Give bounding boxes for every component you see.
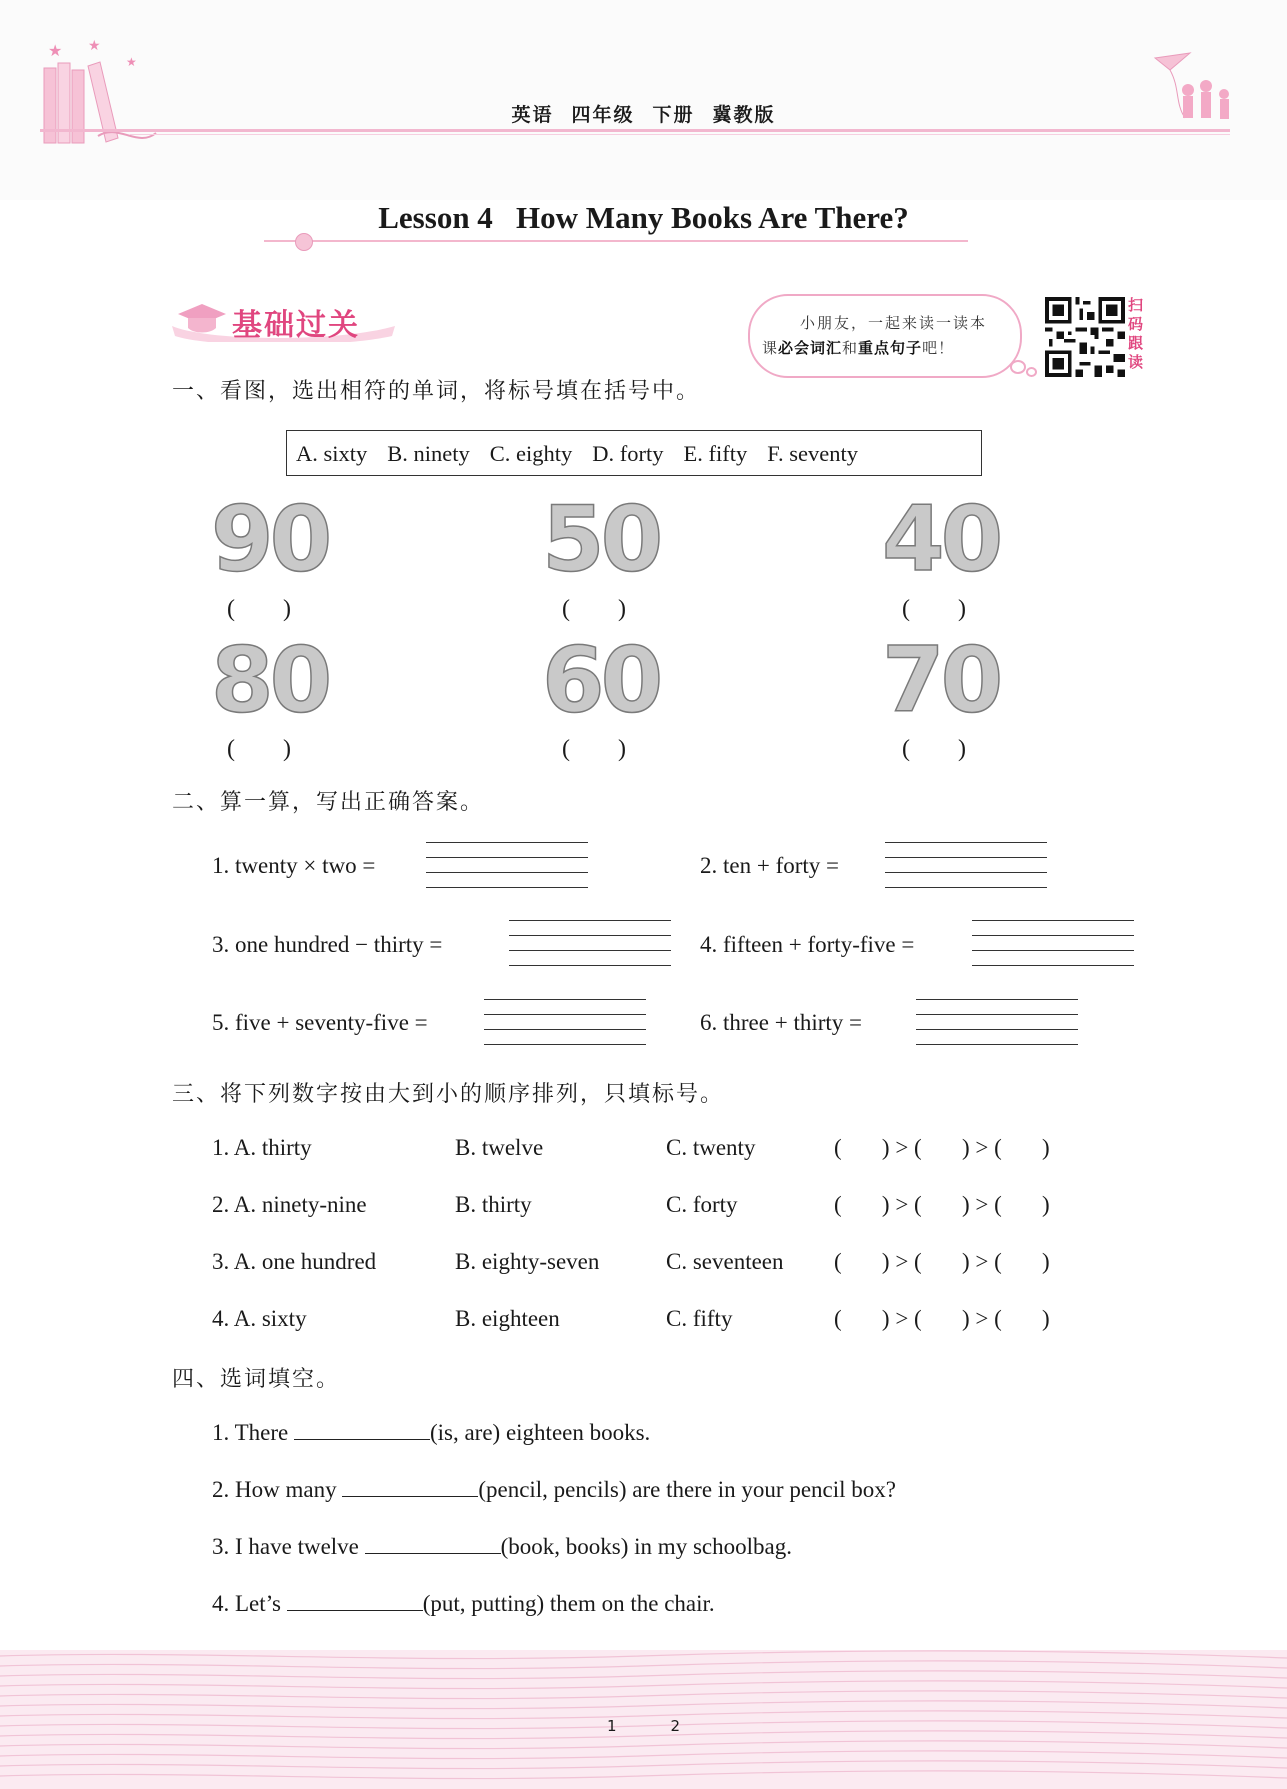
sentence-text: 3. I have twelve [212, 1534, 365, 1559]
calc-item: 4. fifteen + forty-five = [700, 932, 915, 957]
order-option-c: C. twenty [666, 1135, 756, 1160]
fill-blank[interactable] [287, 1590, 423, 1611]
number-picture: 70 [882, 628, 1000, 733]
bubble-text: 课 [762, 339, 779, 357]
fill-sentence [212, 1476, 896, 1503]
four-line-blank[interactable] [916, 999, 1078, 1045]
calc-item: 1. twenty × two = [212, 853, 376, 878]
order-answer-parens[interactable]: ( ) > ( ) > ( ) [834, 1135, 1050, 1160]
svg-text:★: ★ [88, 38, 101, 54]
four-line-blank[interactable] [426, 842, 588, 888]
four-line-blank[interactable] [484, 999, 646, 1045]
header-title [0, 100, 1287, 127]
lesson-title-dot [295, 233, 313, 251]
word-option: A. sixty [296, 441, 368, 466]
sentence-text: 2. How many [212, 1477, 343, 1502]
number-picture: 80 [211, 628, 329, 733]
word-option: B. ninety [387, 441, 470, 466]
fill-blank[interactable] [294, 1419, 430, 1440]
bubble-text-line1: 小朋友，一起来读一读本 [800, 314, 988, 332]
header-grade: 四年级 [571, 104, 635, 126]
qr-label [1128, 296, 1146, 372]
order-option-b: B. eighty-seven [455, 1249, 600, 1274]
order-option-b: B. twelve [455, 1135, 544, 1160]
order-answer-parens[interactable]: ( ) > ( ) > ( ) [834, 1306, 1050, 1331]
four-line-blank[interactable] [885, 842, 1047, 888]
word-option: E. fifty [683, 441, 748, 466]
page-number: 2 [670, 1717, 681, 1735]
fill-sentence [212, 1533, 792, 1560]
bubble-bold-text: 必会词汇 [778, 339, 843, 357]
svg-text:★: ★ [48, 41, 63, 60]
fill-sentence [212, 1419, 650, 1446]
speech-bubble [748, 294, 1022, 378]
word-option: C. eighty [489, 441, 573, 466]
order-option-a: 4. A. sixty [212, 1306, 307, 1331]
svg-text:★: ★ [126, 55, 137, 69]
answer-paren[interactable]: ( ) [902, 736, 966, 762]
bubble-text: 和 [842, 339, 859, 357]
qr-code-icon[interactable] [1044, 297, 1126, 377]
books-logo-icon [38, 38, 158, 153]
page-number: 1 [606, 1717, 617, 1735]
calc-item: 5. five + seventy-five = [212, 1010, 428, 1035]
calc-item: 2. ten + forty = [700, 853, 839, 878]
qr-label-char: 跟 [1128, 334, 1144, 352]
header-rule-thin [130, 134, 1230, 135]
word-option: D. forty [592, 441, 664, 466]
order-option-c: C. seventeen [666, 1249, 784, 1274]
order-option-b: B. thirty [455, 1192, 532, 1217]
sentence-text: 4. Let’s [212, 1591, 287, 1616]
four-line-blank[interactable] [509, 920, 671, 966]
header-edition: 冀教版 [712, 104, 776, 126]
order-answer-parens[interactable]: ( ) > ( ) > ( ) [834, 1249, 1050, 1274]
order-option-a: 3. A. one hundred [212, 1249, 377, 1274]
header-volume: 下册 [652, 104, 695, 126]
sentence-text: 1. There [212, 1420, 294, 1445]
answer-paren[interactable]: ( ) [902, 596, 966, 622]
fill-blank[interactable] [342, 1476, 478, 1497]
page-numbers [0, 1717, 1287, 1735]
bubble-tail-dot [1010, 360, 1026, 374]
answer-paren[interactable]: ( ) [227, 596, 291, 622]
word-options [296, 441, 858, 467]
lesson-title: Lesson 4 How Many Books Are There? [378, 200, 909, 235]
order-option-c: C. forty [666, 1192, 738, 1217]
answer-paren[interactable]: ( ) [562, 596, 626, 622]
word-option: F. seventy [767, 441, 858, 466]
part3-title: 三、将下列数字按由大到小的顺序排列，只填标号。 [172, 1082, 725, 1107]
bubble-text-line2 [762, 337, 954, 358]
number-picture: 40 [882, 487, 1000, 592]
bubble-text: 吧！ [922, 339, 955, 357]
order-option-c: C. fifty [666, 1306, 733, 1331]
lesson-title-underline [264, 240, 968, 242]
calc-item: 6. three + thirty = [700, 1010, 862, 1035]
fill-blank[interactable] [365, 1533, 501, 1554]
header-rule [40, 129, 1230, 132]
qr-label-char: 扫 [1128, 296, 1144, 314]
qr-label-char: 读 [1128, 353, 1144, 371]
order-option-a: 2. A. ninety-nine [212, 1192, 367, 1217]
fill-sentence [212, 1590, 715, 1617]
sentence-text: (put, putting) them on the chair. [422, 1591, 715, 1616]
number-picture: 50 [542, 487, 660, 592]
header-subject: 英语 [511, 104, 554, 126]
order-answer-parens[interactable]: ( ) > ( ) > ( ) [834, 1192, 1050, 1217]
order-option-b: B. eighteen [455, 1306, 560, 1331]
answer-paren[interactable]: ( ) [227, 736, 291, 762]
bubble-tail-dot [1026, 367, 1037, 377]
sentence-text: (pencil, pencils) are there in your pencil box? [478, 1477, 896, 1502]
part2-title: 二、算一算，写出正确答案。 [172, 790, 485, 815]
sentence-text: (is, are) eighteen books. [429, 1420, 651, 1445]
order-option-a: 1. A. thirty [212, 1135, 312, 1160]
bubble-bold-text: 重点句子 [858, 339, 923, 357]
number-picture: 60 [542, 628, 660, 733]
section-badge-text: 基础过关 [232, 308, 360, 343]
part4-title: 四、选词填空。 [172, 1367, 341, 1392]
four-line-blank[interactable] [972, 920, 1134, 966]
answer-paren[interactable]: ( ) [562, 736, 626, 762]
number-picture: 90 [211, 487, 329, 592]
qr-label-char: 码 [1128, 315, 1144, 333]
calc-item: 3. one hundred − thirty = [212, 932, 443, 957]
sentence-text: (book, books) in my schoolbag. [500, 1534, 792, 1559]
part1-title: 一、看图，选出相符的单词，将标号填在括号中。 [172, 379, 701, 404]
